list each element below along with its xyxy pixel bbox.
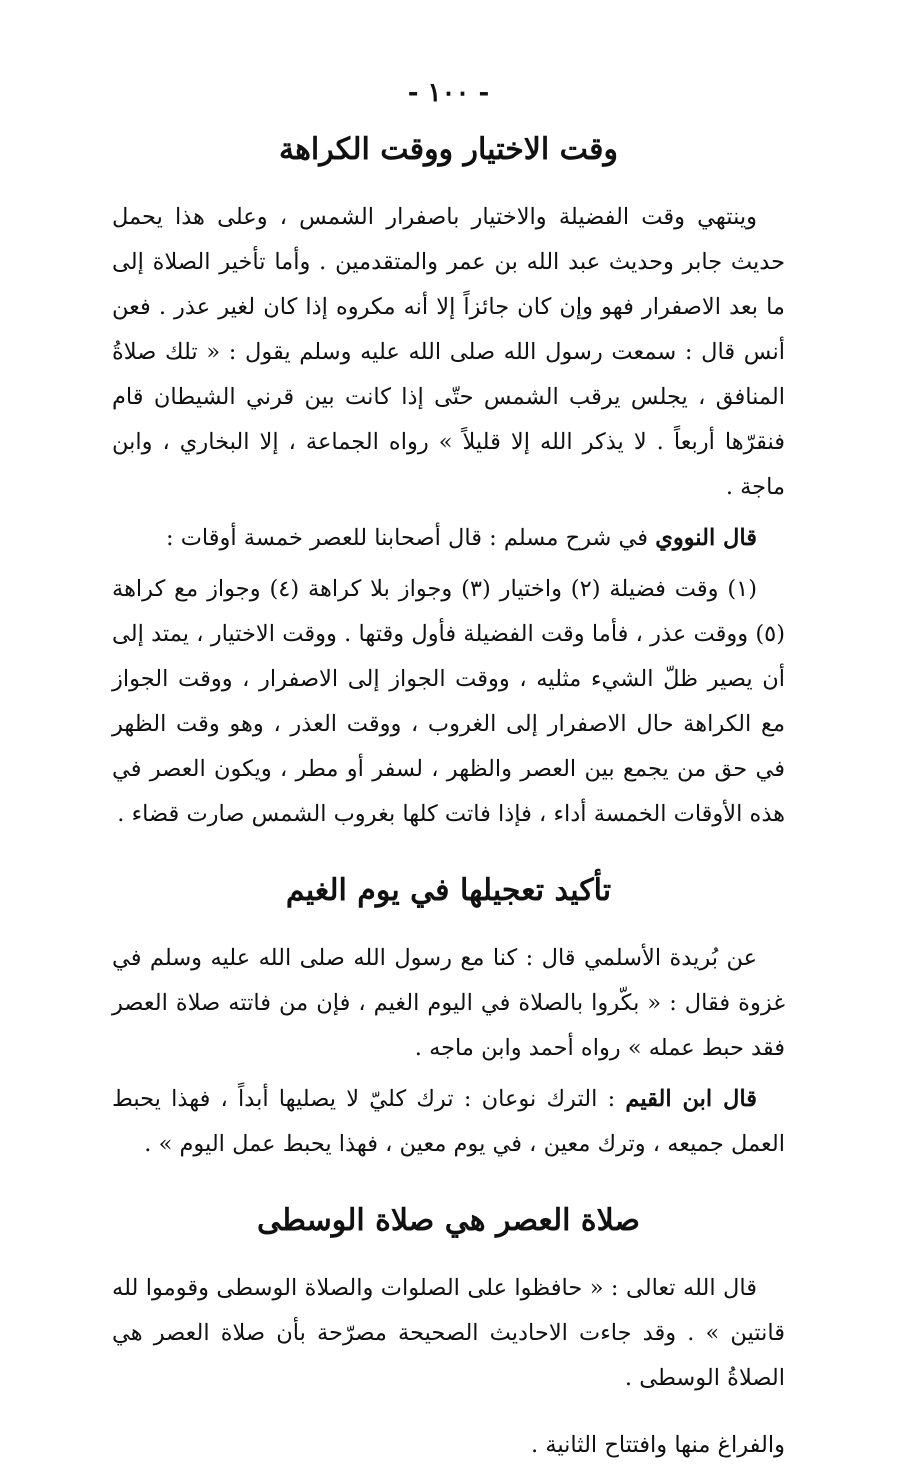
closing-line: والفراغ منها وافتتاح الثانية . [531,1432,785,1458]
paragraph-text: : الترك نوعان : ترك كليّ لا يصليها أبداً ، فهذا يحبط العمل جميعه ، وترك معين ، في يوم معين ، فهذا يحبط عمل اليوم » . [112,1086,785,1157]
page-number: - ١٠٠ - [407,78,490,108]
paragraph-text: قال الله تعالى : « حافظوا على الصلوات والصلاة الوسطى وقوموا لله قانتين » . وقد جاءت الاحاديث الصحيحة مصرّحة بأن صلاة العصر هي الصلاةُ الوسطى . [112,1275,785,1391]
section-heading-2: تأكيد تعجيلها في يوم الغيم [285,873,612,908]
section-heading-1: وقت الاختيار ووقت الكراهة [279,132,618,167]
paragraph-text: وينتهي وقت الفضيلة والاختيار باصفرار الشمس ، وعلى هذا يحمل حديث جابر وحديث عبد الله بن عمر والمتقدمين . وأما تأخير الصلاة إلى ما بعد الاصفرار فهو وإن كان جائزاً إلا أنه مكروه إذا كان لغير عذر . فعن أنس قال : سمعت رسول الله صلى الله عليه وسلم يقول : « تلك صلاةُ المنافق ، يجلس يرقب الشمس حتّى إذا كانت بين قرني الشيطان قام فنقرّها أربعاً . لا يذكر الله إلا قليلاً » رواه الجماعة ، إلا البخاري ، وابن ماجة . [112,204,785,500]
paragraph-text: عن بُريدة الأسلمي قال : كنا مع رسول الله صلى الله عليه وسلم في غزوة فقال : « بكّروا بالصلاة في اليوم الغيم ، فإن من فاتته صلاة العصر فقد حبط عمله » رواه أحمد وابن ماجه . [112,945,785,1061]
paragraph [112,1266,785,1401]
paragraph [112,567,785,837]
paragraph-text: (١) وقت فضيلة (٢) واختيار (٣) وجواز بلا كراهة (٤) وجواز مع كراهة (٥) ووقت عذر ، فأما وقت الفضيلة فأول وقتها . ووقت الاختيار ، يمتد إلى أن يصير ظلّ الشيء مثليه ، ووقت الجواز إلى الاصفرار ، ووقت الجواز مع الكراهة حال الاصفرار إلى الغروب ، ووقت العذر ، وهو وقت الظهر في حق من يجمع بين العصر والظهر ، لسفر أو مطر ، ويكون العصر في هذه الأوقات الخمسة أداء ، فإذا فاتت كلها بغروب الشمس صارت قضاء . [112,576,785,827]
paragraph-text: في شرح مسلم : قال أصحابنا للعصر خمسة أوقات : [166,525,656,551]
paragraph [112,516,785,561]
paragraph [112,1077,785,1167]
paragraph [112,195,785,510]
paragraph-lead: قال النووي [655,525,757,551]
paragraph [112,936,785,1071]
paragraph-lead: قال ابن القيم [625,1086,757,1112]
section-heading-3: صلاة العصر هي صلاة الوسطى [256,1203,641,1238]
